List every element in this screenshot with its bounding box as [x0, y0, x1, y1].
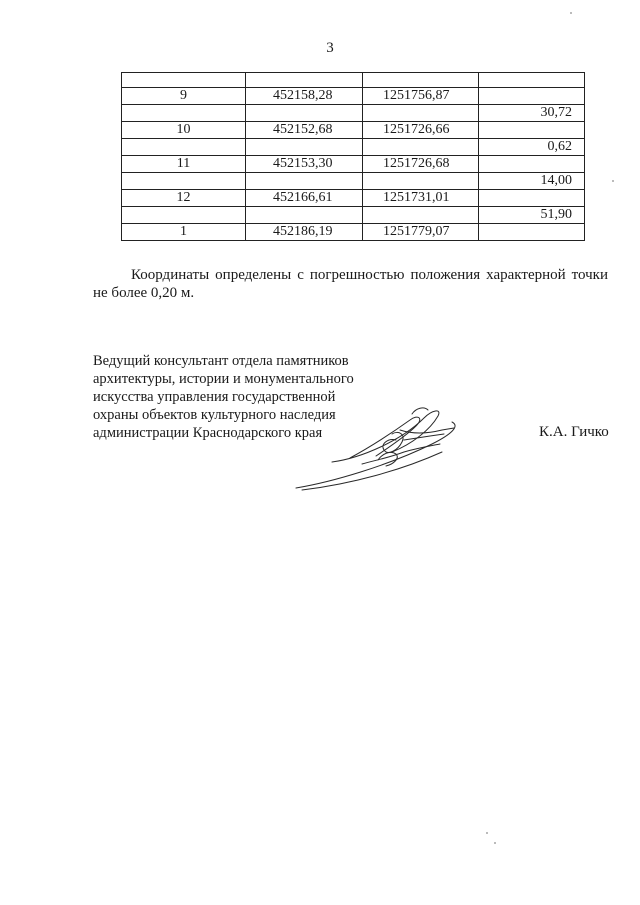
position-line: архитектуры, истории и монументального: [93, 371, 354, 387]
segment-length: 30,72: [479, 105, 585, 122]
position-line: искусства управления государственной: [93, 389, 336, 405]
segment-length: 51,90: [479, 207, 585, 224]
table-cell: [479, 73, 585, 88]
handwritten-signature: [292, 400, 472, 500]
table-cell: [246, 73, 363, 88]
table-row: [122, 122, 585, 139]
coord-x: 452153,30: [246, 156, 363, 173]
point-number: 10: [122, 122, 246, 139]
coord-y: 1251731,01: [363, 190, 479, 207]
coord-x: 452158,28: [246, 88, 363, 105]
segment-length: 0,62: [479, 139, 585, 156]
point-number: 12: [122, 190, 246, 207]
table-cell: [246, 105, 363, 122]
table-cell: [479, 122, 585, 139]
table-row: [122, 105, 585, 122]
table-cell: [363, 105, 479, 122]
table-row: [122, 88, 585, 105]
scan-speck: [570, 12, 572, 14]
table-cell: [363, 73, 479, 88]
table-cell: [122, 73, 246, 88]
point-number: 11: [122, 156, 246, 173]
point-number: 9: [122, 88, 246, 105]
coord-x: 452166,61: [246, 190, 363, 207]
signer-name: К.А. Гичко: [539, 424, 609, 440]
table-cell: [122, 105, 246, 122]
point-number: 1: [122, 224, 246, 241]
scan-speck: [486, 832, 488, 834]
coordinates-table: [121, 72, 585, 241]
table-cell: [479, 190, 585, 207]
table-cell: [363, 207, 479, 224]
table-cell: [479, 88, 585, 105]
table-row: [122, 173, 585, 190]
coord-y: 1251726,68: [363, 156, 479, 173]
table-cell: [122, 173, 246, 190]
coord-y: 1251779,07: [363, 224, 479, 241]
table-cell: [479, 156, 585, 173]
table-cell: [363, 139, 479, 156]
table-cell: [363, 173, 479, 190]
table-row: [122, 156, 585, 173]
table-cell: [479, 224, 585, 241]
coord-x: 452152,68: [246, 122, 363, 139]
position-line: администрации Краснодарского края: [93, 425, 323, 441]
accuracy-note: Координаты определены с погрешностью положения характерной точки не более 0,20 м.: [93, 267, 608, 301]
table-row: [122, 190, 585, 207]
coord-y: 1251726,66: [363, 122, 479, 139]
table-row: [122, 207, 585, 224]
scan-speck: [494, 842, 496, 844]
table-row: [122, 224, 585, 241]
scan-speck: [612, 180, 614, 182]
table-cell: [122, 139, 246, 156]
page-number: 3: [326, 40, 334, 56]
table-cell: [246, 139, 363, 156]
coord-x: 452186,19: [246, 224, 363, 241]
position-line: охраны объектов культурного наследия: [93, 407, 336, 423]
coord-y: 1251756,87: [363, 88, 479, 105]
table-cell: [122, 207, 246, 224]
table-row: [122, 73, 585, 88]
position-line: Ведущий консультант отдела памятников: [93, 353, 349, 369]
table-cell: [246, 173, 363, 190]
table-row: [122, 139, 585, 156]
table-cell: [246, 207, 363, 224]
segment-length: 14,00: [479, 173, 585, 190]
